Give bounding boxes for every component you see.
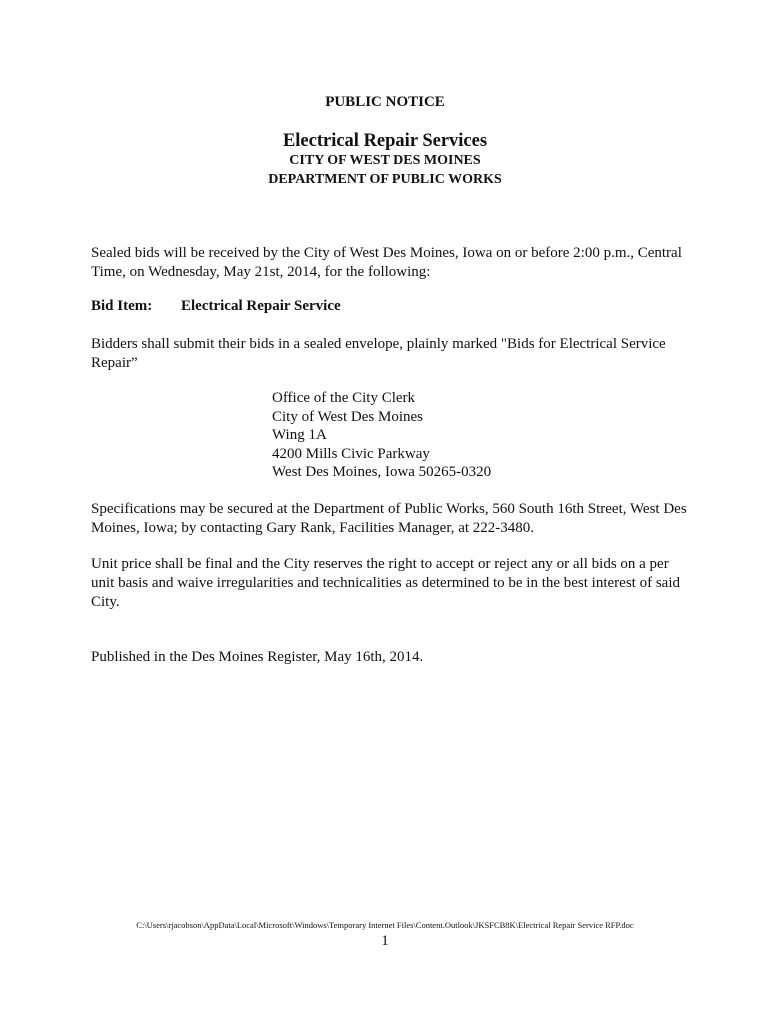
footer-file-path: C:\Users\rjacobson\AppData\Local\Microsoft\Windows\Temporary Internet Files\Content.Outlook\JKSFCB8K\Electrical Repair Service RFP.doc <box>136 920 634 930</box>
published-note: Published in the Des Moines Register, May 16th, 2014. <box>91 649 424 665</box>
document-title: Electrical Repair Services <box>282 131 488 151</box>
city-name: CITY OF WEST DES MOINES <box>289 153 481 168</box>
address-line: 4200 Mills Civic Parkway <box>272 445 430 462</box>
address-line: West Des Moines, Iowa 50265-0320 <box>272 464 492 480</box>
notice-label: PUBLIC NOTICE <box>325 94 445 110</box>
department-name: DEPARTMENT OF PUBLIC WORKS <box>268 172 502 187</box>
page-number: 1 <box>381 933 389 949</box>
mailing-address <box>272 389 491 482</box>
address-line: Wing 1A <box>272 427 327 443</box>
submit-instructions: Bidders shall submit their bids in a sealed envelope, plainly marked "Bids for Electrical Service Repair” <box>91 336 666 371</box>
unit-price-paragraph: Unit price shall be final and the City reserves the right to accept or reject any or all bids on a per unit basis and waive irregularities and technicalities as determined to be in the best interest of said City. <box>91 556 680 610</box>
bid-item-label: Bid Item: <box>91 298 153 314</box>
bid-item-value: Electrical Repair Service <box>181 298 341 314</box>
address-line: Office of the City Clerk <box>272 390 416 406</box>
address-line: City of West Des Moines <box>272 408 424 425</box>
intro-paragraph: Sealed bids will be received by the City of West Des Moines, Iowa on or before 2:00 p.m., Central Time, on Wednesday, May 21st, 2014, for the following: <box>91 245 682 280</box>
specifications-paragraph: Specifications may be secured at the Department of Public Works, 560 South 16th Street, West Des Moines, Iowa; by contacting Gary Rank, Facilities Manager, at 222-3480. <box>91 501 687 536</box>
